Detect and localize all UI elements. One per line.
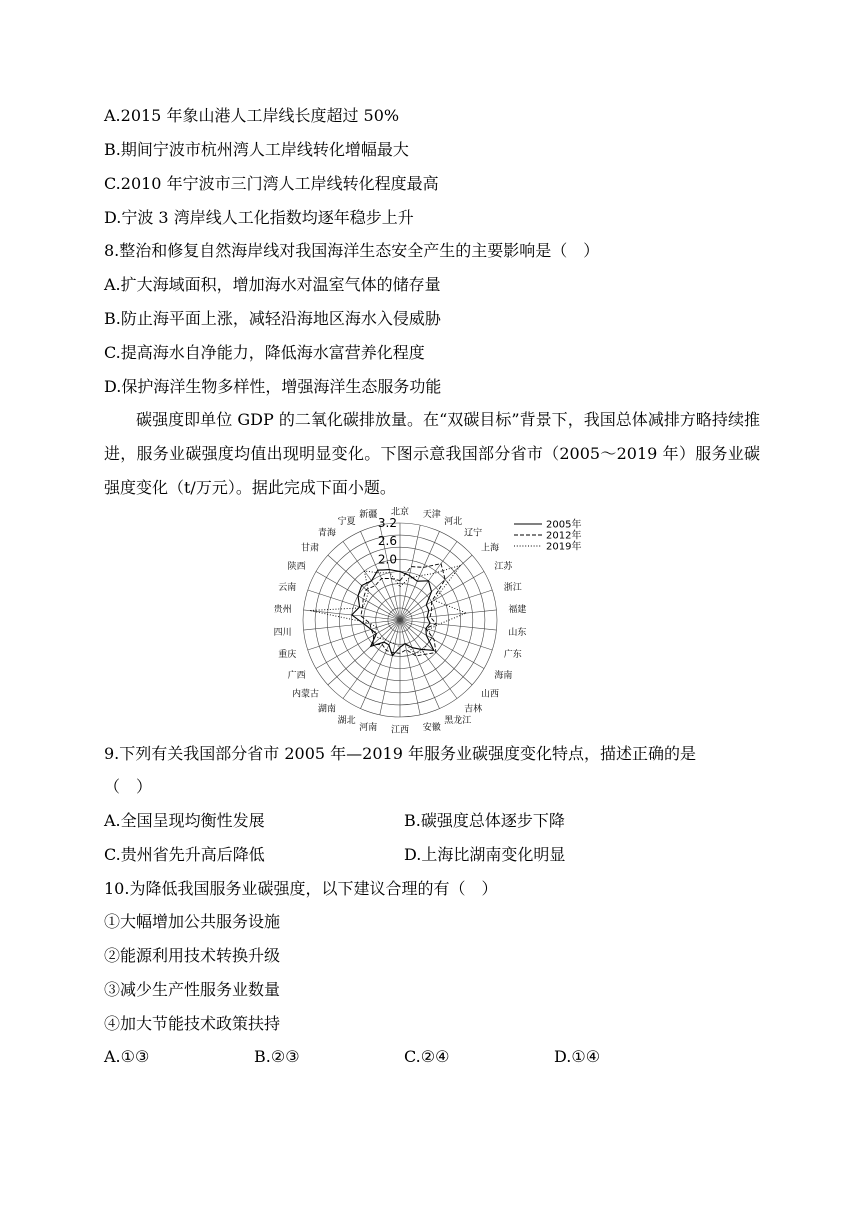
radar-category-label: 四川	[273, 627, 292, 638]
q7-option-d: D.宁波 3 湾岸线人工化指数均逐年稳步上升	[104, 208, 414, 227]
radar-tick-label: 3.2	[377, 516, 397, 530]
q10-option-c: C.②④	[404, 1047, 450, 1066]
legend-label-0: 2005年	[546, 519, 582, 531]
radar-category-label: 安徽	[422, 723, 441, 734]
q10-item-4: ④加大节能技术政策扶持	[104, 1014, 281, 1033]
radar-category-label: 江苏	[494, 562, 513, 572]
radar-tick-label: 2.0	[377, 552, 397, 567]
radar-category-label: 青海	[317, 528, 336, 539]
legend-label-2: 2019年	[546, 541, 582, 553]
radar-category-label: 河南	[359, 723, 378, 734]
radar-category-label: 陕西	[287, 562, 306, 572]
radar-category-label: 北京	[390, 507, 410, 518]
radar-category-label: 重庆	[278, 650, 297, 661]
radar-category-label: 浙江	[503, 582, 522, 593]
q9-option-d: D.上海比湖南变化明显	[404, 845, 566, 864]
q8-option-d: D.保护海洋生物多样性，增强海洋生态服务功能	[104, 377, 442, 396]
radar-category-label: 宁夏	[337, 516, 356, 527]
radar-category-label: 黑龙江	[444, 716, 472, 727]
q9-option-a: A.全国呈现均衡性发展	[104, 811, 265, 830]
radar-tick-label: 2.6	[377, 534, 397, 549]
radar-spoke	[308, 590, 400, 620]
radar-category-label: 江西	[390, 725, 410, 736]
chart-legend	[514, 518, 581, 553]
radar-category-label: 广西	[287, 671, 306, 681]
radar-category-label: 云南	[278, 582, 297, 593]
q10-option-d: D.①④	[554, 1047, 601, 1066]
material-paragraph: 碳强度即单位 GDP 的二氧化碳排放量。在“双碳目标”背景下，我国总体减排方略持续推进，服务业碳强度均值出现明显变化。下图示意我国部分省市（2005～2019 年）服务业碳强度变化（t/万元）。据此完成下面小题。	[104, 410, 760, 497]
radar-category-label: 上海	[481, 543, 500, 554]
q8-option-b: B.防止海平面上涨，减轻沿海地区海水入侵威胁	[104, 309, 441, 328]
radar-category-label: 湖南	[317, 704, 336, 715]
q10-item-1: ①大幅增加公共服务设施	[104, 912, 281, 931]
legend-label-1: 2012年	[546, 530, 582, 542]
q7-option-a: A.2015 年象山港人工岸线长度超过 50%	[104, 106, 400, 125]
radar-category-label: 湖北	[337, 716, 356, 727]
radar-spoke	[308, 620, 400, 650]
q9-stem-bracket: （ ）	[104, 777, 153, 796]
radar-spoke	[328, 620, 400, 685]
radar-category-label: 山西	[481, 689, 500, 700]
q7-option-c: C.2010 年宁波市三门湾人工岸线转化程度最高	[104, 174, 439, 193]
radar-category-label: 新疆	[359, 509, 378, 520]
radar-category-label: 内蒙古	[291, 689, 319, 700]
q8-option-a: A.扩大海域面积，增加海水对温室气体的储存量	[104, 275, 441, 294]
radar-category-label: 福建	[508, 605, 527, 616]
q10-item-2: ②能源利用技术转换升级	[104, 946, 281, 965]
radar-category-label: 吉林	[464, 704, 483, 715]
radar-category-label: 广东	[503, 650, 522, 661]
radar-grid	[300, 523, 500, 717]
q10-option-b: B.②③	[254, 1047, 300, 1066]
radar-spoke	[400, 620, 492, 650]
radar-chart	[273, 500, 586, 736]
q9-option-c: C.贵州省先升高后降低	[104, 845, 265, 864]
q8-option-c: C.提高海水自净能力，降低海水富营养化程度	[104, 343, 425, 362]
radar-spoke	[400, 590, 492, 620]
radar-category-label: 海南	[494, 671, 513, 681]
q8-stem: 8.整治和修复自然海岸线对我国海洋生态安全产生的主要影响是（ ）	[104, 241, 600, 260]
radar-category-label: 山东	[508, 627, 527, 638]
q10-stem: 10.为降低我国服务业碳强度，以下建议合理的有（ ）	[104, 879, 498, 898]
q7-option-b: B.期间宁波市杭州湾人工岸线转化增幅最大	[104, 140, 409, 159]
radar-category-label: 辽宁	[464, 528, 483, 539]
q9-stem: 9.下列有关我国部分省市 2005 年—2019 年服务业碳强度变化特点，描述正确的是	[104, 744, 696, 763]
q9-option-b: B.碳强度总体逐步下降	[404, 811, 565, 830]
radar-category-label: 甘肃	[300, 543, 319, 554]
q10-item-3: ③减少生产性服务业数量	[104, 980, 281, 999]
radar-category-label: 河北	[444, 516, 463, 527]
q10-option-a: A.①③	[104, 1047, 150, 1066]
radar-tick-labels	[378, 516, 397, 566]
radar-category-label: 天津	[422, 509, 441, 520]
radar-category-label: 贵州	[273, 605, 292, 616]
